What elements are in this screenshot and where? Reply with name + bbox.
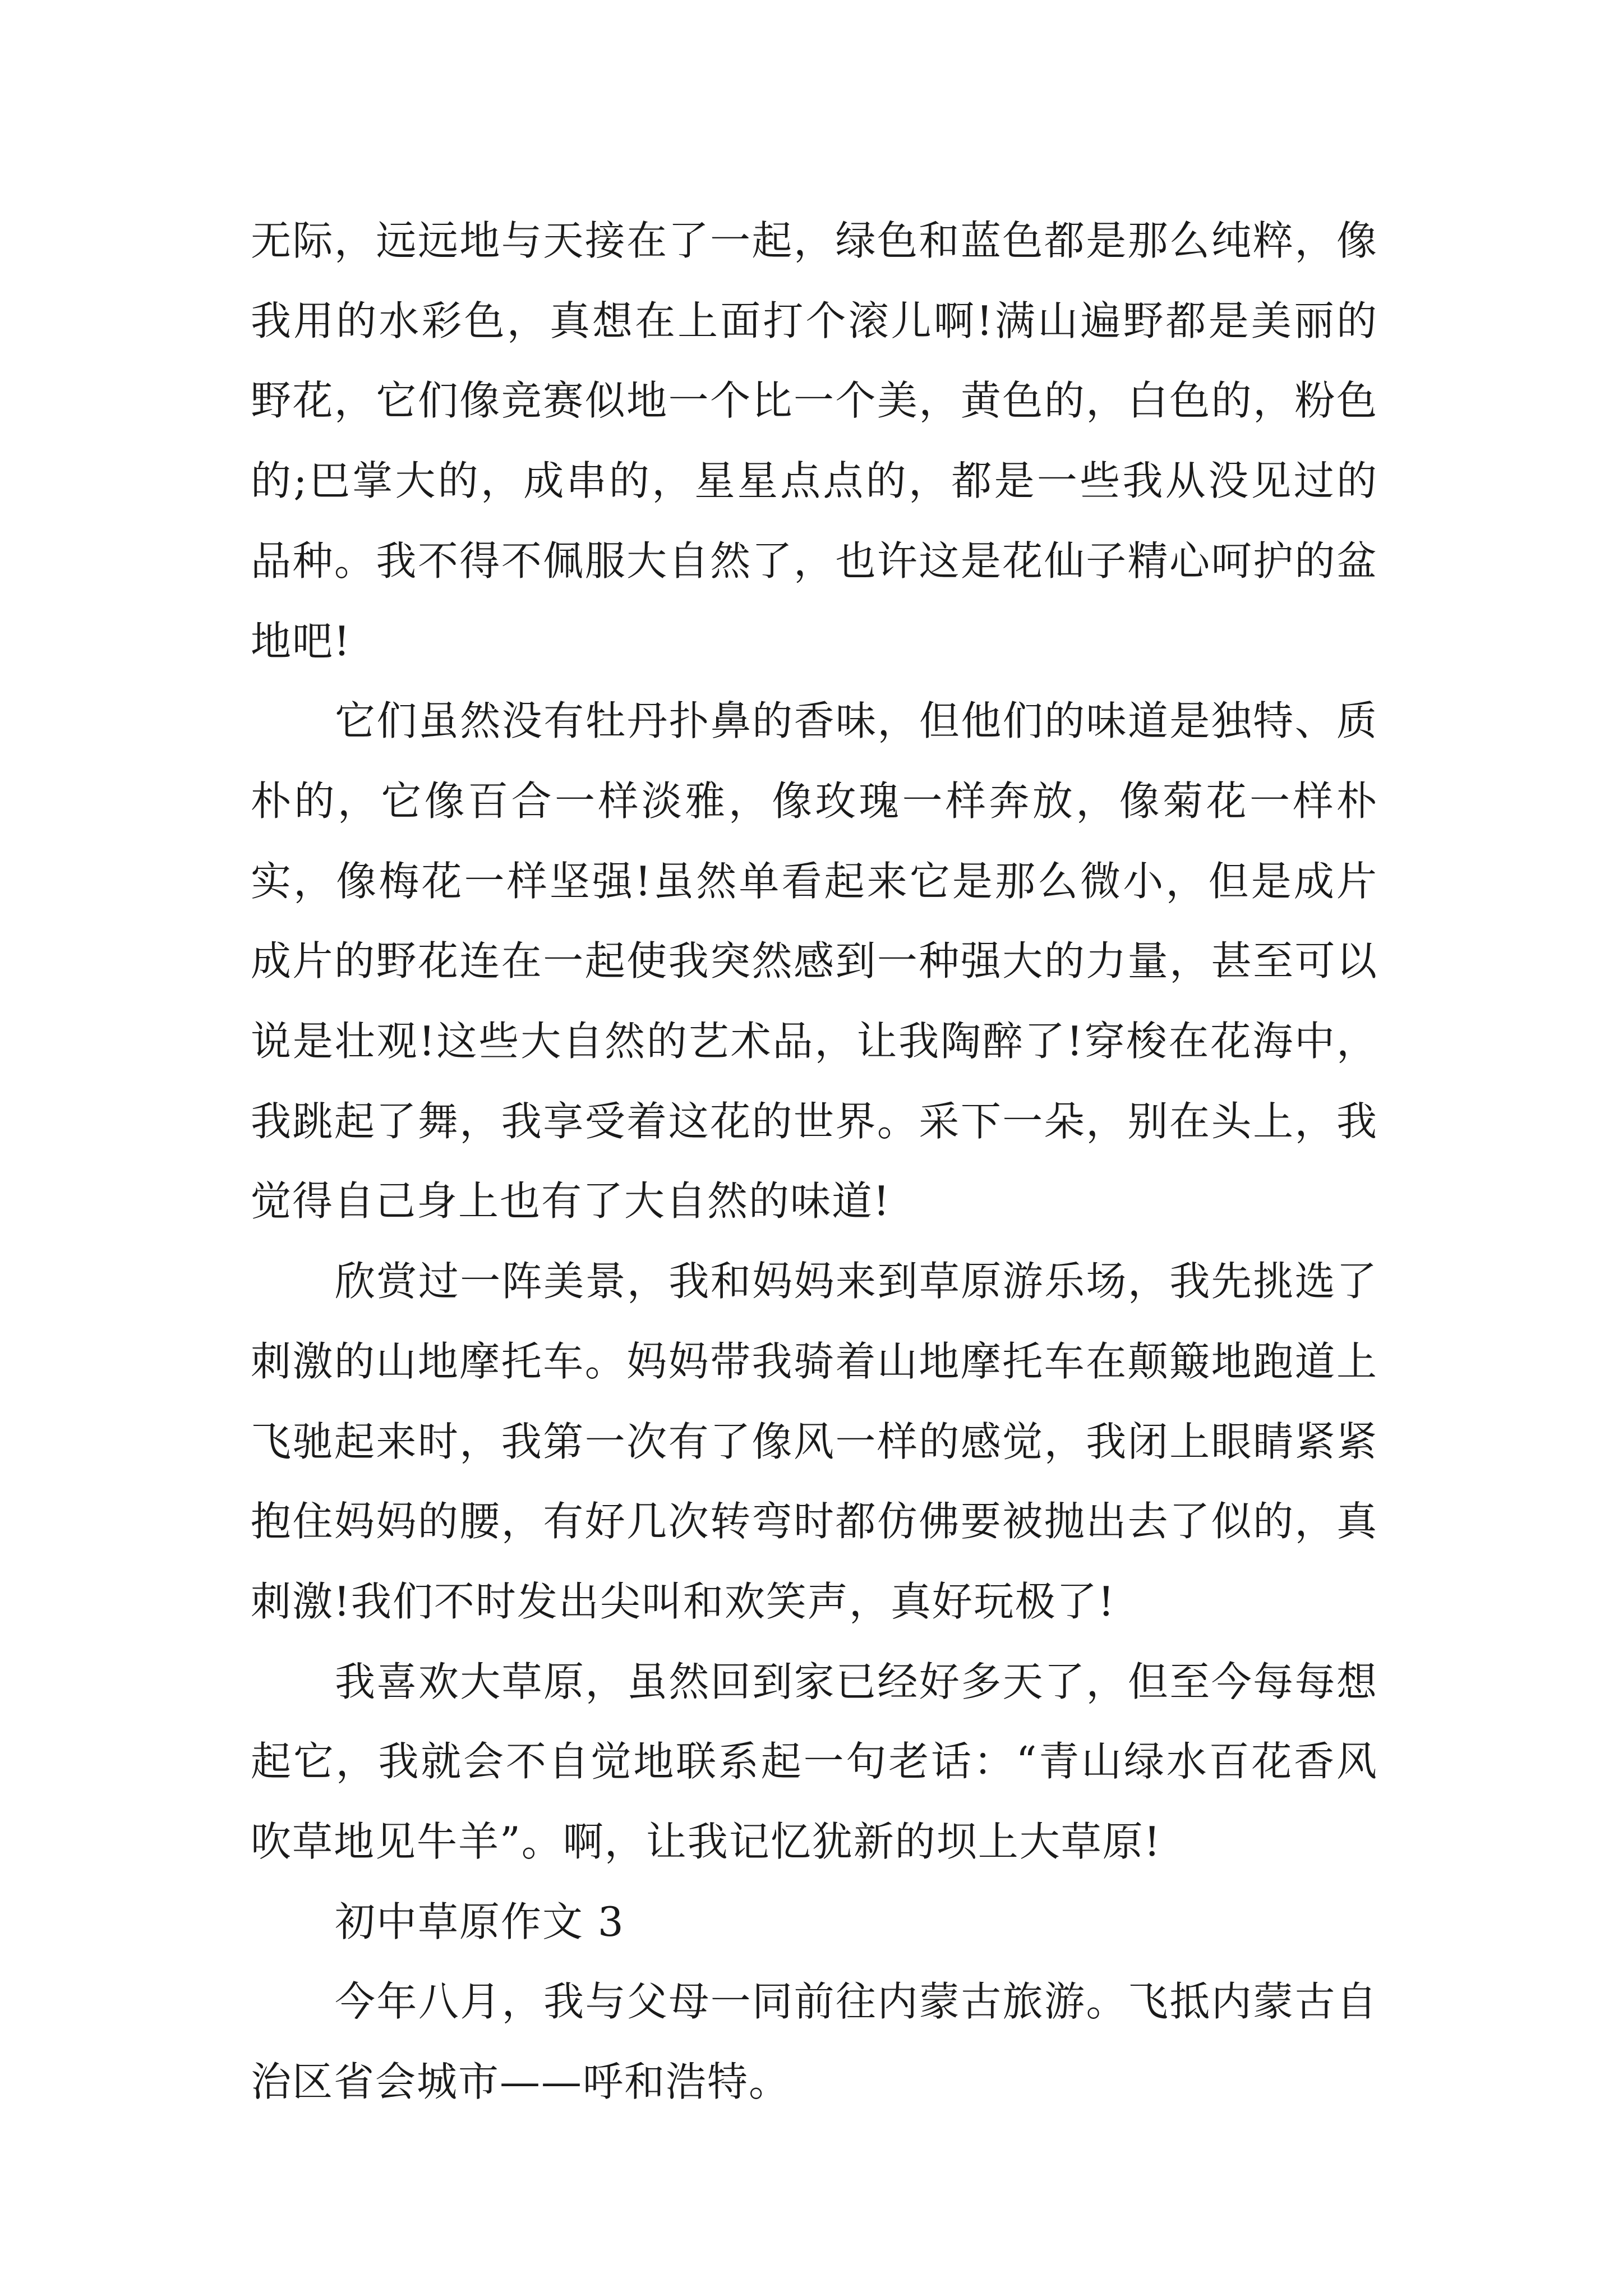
paragraph-memory: 我喜欢大草原，虽然回到家已经好多天了，但至今每每想起它，我就会不自觉地联系起一句老话：“青山绿水百花香风吹草地见牛羊”。啊，让我记忆犹新的坝上大草原! xyxy=(251,1658,1378,1866)
paragraph-grassland-flowers: 无际，远远地与天接在了一起，绿色和蓝色都是那么纯粹，像我用的水彩色，真想在上面打个滚儿啊!满山遍野都是美丽的野花，它们像竞赛似地一个比一个美，黄色的，白色的，粉色的;巴掌大的，成串的，星星点点的，都是一些我从没见过的品种。我不得不佩服大自然了，也许这是花仙子精心呵护的盆地吧! xyxy=(251,217,1378,665)
paragraph-flower-scent: 它们虽然没有牡丹扑鼻的香味，但他们的味道是独特、质朴的，它像百合一样淡雅，像玫瑰一样奔放，像菊花一样朴实，像梅花一样坚强!虽然单看起来它是那么微小，但是成片成片的野花连在一起使我突然感到一种强大的力量，甚至可以说是壮观!这些大自然的艺术品，让我陶醉了!穿梭在花海中，我跳起了舞，我享受着这花的世界。采下一朵，别在头上，我觉得自己身上也有了大自然的味道! xyxy=(251,697,1378,1225)
paragraph-trip-start: 今年八月，我与父母一同前往内蒙古旅游。飞抵内蒙古自治区省会城市——呼和浩特。 xyxy=(251,1978,1378,2106)
paragraph-amusement-park: 欣赏过一阵美景，我和妈妈来到草原游乐场，我先挑选了刺激的山地摩托车。妈妈带我骑着山地摩托车在颠簸地跑道上飞驰起来时，我第一次有了像风一样的感觉，我闭上眼睛紧紧抱住妈妈的腰，有好几次转弯时都仿佛要被抛出去了似的，真刺激!我们不时发出尖叫和欢笑声，真好玩极了! xyxy=(251,1258,1378,1625)
document-body xyxy=(251,201,1378,2122)
section-title: 初中草原作文 3 xyxy=(335,1898,625,1945)
